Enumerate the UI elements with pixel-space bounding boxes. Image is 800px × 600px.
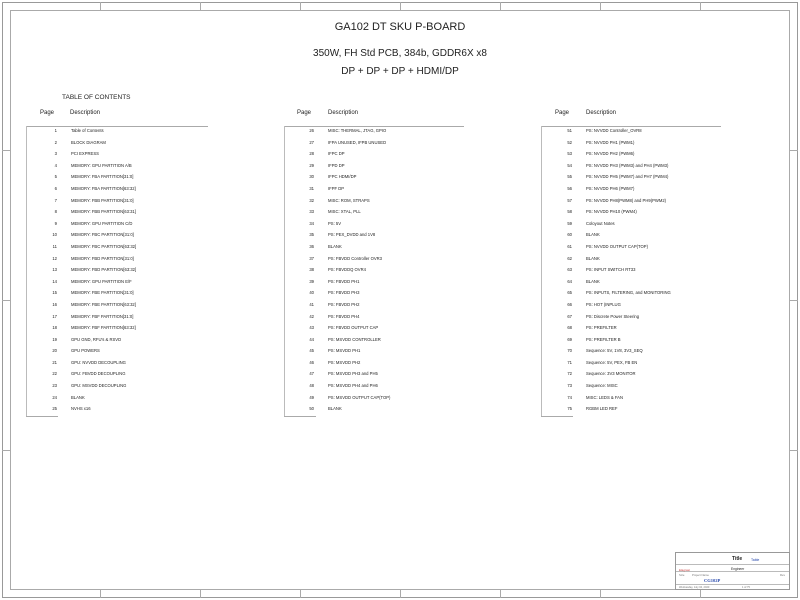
- title-block: [675, 552, 790, 590]
- toc-page-number: 29: [309, 162, 314, 168]
- border-tick: [600, 590, 601, 598]
- toc-page-number: 58: [567, 209, 572, 215]
- toc-description[interactable]: PS: NVVDD PH1 (PWM1): [586, 139, 635, 145]
- toc-page-number: 50: [309, 406, 314, 412]
- border-tick: [2, 150, 10, 151]
- toc-page-number: 32: [309, 197, 314, 203]
- toc-description[interactable]: IFPC HDMI/DP: [328, 174, 357, 180]
- toc-page-number: 5: [54, 174, 57, 180]
- toc-description[interactable]: IFPD DP: [328, 162, 345, 168]
- toc-page-number: 65: [567, 290, 572, 296]
- border-tick: [400, 590, 401, 598]
- toc-page-number: 74: [567, 394, 572, 400]
- col1-bottom-rule: [26, 416, 58, 417]
- border-tick: [400, 2, 401, 10]
- col1-desc-header: Description: [70, 110, 101, 116]
- toc-description[interactable]: IFPC DP: [328, 151, 345, 157]
- toc-description[interactable]: GPU GND, RFU's & RSVD: [71, 336, 122, 342]
- toc-page-number: 42: [309, 313, 314, 319]
- toc-description[interactable]: BLANK: [586, 232, 600, 238]
- col3-top-rule: [541, 126, 721, 127]
- toc-page-number: 75: [567, 406, 572, 412]
- toc-description[interactable]: MEMORY: FBB PARTITION[31:0]: [71, 197, 134, 203]
- board-subtitle: 350W, FH Std PCB, 384b, GDDR6X x8: [313, 48, 487, 59]
- toc-page-number: 37: [309, 255, 314, 261]
- border-tick: [300, 590, 301, 598]
- border-tick: [790, 150, 798, 151]
- toc-description[interactable]: PS: FBVDD Controller OVR3: [328, 255, 382, 261]
- toc-page-number: 12: [52, 255, 57, 261]
- toc-description[interactable]: PS: PREFILTER B: [586, 336, 621, 342]
- toc-page-number: 21: [52, 359, 57, 365]
- col1-left-rule: [26, 126, 27, 416]
- border-tick: [100, 2, 101, 10]
- toc-description[interactable]: PS: FBVDD PH3: [328, 290, 360, 296]
- toc-page-number: 44: [309, 336, 314, 342]
- toc-page-number: 69: [567, 336, 572, 342]
- title-value: Table: [751, 558, 760, 562]
- toc-page-number: 25: [52, 406, 57, 412]
- toc-page-number: 64: [567, 278, 572, 284]
- toc-description[interactable]: MEMORY: FBC PARTITION[31:0]: [71, 232, 134, 238]
- toc-description[interactable]: MEMORY: FBF PARTITION[31:0]: [71, 313, 134, 319]
- toc-page-number: 72: [567, 371, 572, 377]
- toc-page-number: 4: [54, 162, 57, 168]
- toc-description[interactable]: Table of Contents: [71, 128, 104, 133]
- toc-page-number: 63: [567, 267, 572, 273]
- col1-top-rule: [26, 126, 208, 127]
- toc-page-number: 62: [567, 255, 572, 261]
- toc-page-number: 39: [309, 278, 314, 284]
- toc-description[interactable]: PS: FBVDD PH4: [328, 313, 360, 319]
- toc-description[interactable]: GPU POWERS: [71, 348, 100, 354]
- toc-description[interactable]: PS: NVVDD PH8(PWM8) and PH9(PWM2): [586, 197, 667, 203]
- col3-page-header: Page: [555, 110, 570, 116]
- toc-description[interactable]: MEMORY: GPU PARTITION A/B: [71, 162, 132, 168]
- toc-description[interactable]: MISC: LEDS & FAN: [586, 394, 623, 400]
- toc-page-number: 23: [52, 383, 57, 389]
- toc-page-number: 11: [52, 243, 57, 249]
- col2-page-header: Page: [297, 110, 312, 116]
- toc-description[interactable]: PS: FBVDDQ OVR4: [328, 267, 366, 273]
- toc-description[interactable]: GPU: NVVDD DECOUPLING: [71, 359, 126, 365]
- title-label: Title: [732, 556, 743, 562]
- toc-description[interactable]: Sequence: MISC: [586, 383, 618, 389]
- toc-description[interactable]: IFPF DP: [328, 185, 345, 191]
- toc-page-number: 56: [567, 185, 572, 191]
- toc-description[interactable]: MISC: XTAL, PLL: [328, 209, 361, 215]
- toc-page-number: 40: [309, 290, 314, 296]
- toc-description[interactable]: PS: INPUT SWITCH RT33: [586, 267, 636, 273]
- toc-description[interactable]: BLANK: [586, 255, 600, 261]
- title-block-rule: [676, 584, 789, 585]
- toc-description[interactable]: MEMORY: GPU PARTITION E/F: [71, 278, 132, 284]
- toc-page-number: 10: [52, 232, 57, 238]
- col2-top-rule: [284, 126, 464, 127]
- toc-description[interactable]: PS: MSVDD PH1: [328, 348, 361, 354]
- toc-description[interactable]: PS: PEX_DVDD and 1V8: [328, 232, 376, 238]
- toc-description[interactable]: MEMORY: FBF PARTITION[63:32]: [71, 325, 136, 331]
- col1-page-header: Page: [40, 110, 55, 116]
- toc-page-number: 60: [567, 232, 572, 238]
- toc-description[interactable]: PS: MSVDD PH2: [328, 359, 361, 365]
- toc-page-number: 9: [54, 220, 57, 226]
- toc-description[interactable]: PS: FBVDD PH2: [328, 301, 360, 307]
- rev-label: Rev: [780, 573, 785, 577]
- toc-description[interactable]: PS: MSVDD PH4 and PH6: [328, 383, 378, 389]
- toc-page-number: 59: [567, 220, 572, 226]
- title-block-rule: [676, 571, 789, 572]
- toc-page-number: 41: [309, 301, 314, 307]
- toc-description[interactable]: BLANK: [328, 406, 342, 412]
- toc-page-number: 17: [52, 313, 57, 319]
- toc-page-number: 19: [52, 336, 57, 342]
- toc-page-number: 54: [567, 162, 572, 168]
- toc-description[interactable]: PS: MSVDD OUTPUT CAP(TOP): [328, 394, 391, 400]
- toc-description[interactable]: PS: NVVDD PH6 (PWM7): [586, 185, 635, 191]
- toc-page-number: 2: [54, 139, 57, 145]
- toc-description[interactable]: PS: NVVDD PH5 (PWM7) and PH7 (PWM4): [586, 174, 669, 180]
- sheet-value: 1 of 75: [742, 586, 750, 589]
- col2-desc-header: Description: [328, 110, 359, 116]
- toc-page-number: 55: [567, 174, 572, 180]
- toc-description[interactable]: PS: PREFILTER: [586, 325, 617, 331]
- border-tick: [700, 590, 701, 598]
- toc-description[interactable]: MEMORY: FBD PARTITION[31:0]: [71, 255, 134, 261]
- toc-page-number: 6: [54, 185, 57, 191]
- toc-description[interactable]: PS: NVVDD OUTPUT CAP(TOP): [586, 243, 648, 249]
- toc-page-number: 14: [52, 278, 57, 284]
- toc-description[interactable]: MEMORY: GPU PARTITION C/D: [71, 220, 133, 226]
- toc-page-number: 57: [567, 197, 572, 203]
- toc-page-number: 73: [567, 383, 572, 389]
- engineer-label: Engineer: [731, 567, 745, 571]
- toc-description[interactable]: PS: NVVDD Controller_OVR8: [586, 128, 642, 133]
- toc-page-number: 16: [52, 301, 57, 307]
- toc-description[interactable]: GPU: MSVDD DECOUPLING: [71, 383, 127, 389]
- col3-left-rule: [541, 126, 542, 416]
- toc-description[interactable]: BLANK: [71, 394, 85, 400]
- toc-page-number: 71: [567, 359, 572, 365]
- toc-page-number: 34: [309, 220, 314, 226]
- toc-page-number: 3: [54, 151, 57, 157]
- toc-heading: TABLE OF CONTENTS: [62, 94, 131, 101]
- border-tick: [300, 2, 301, 10]
- toc-page-number: 7: [54, 197, 57, 203]
- toc-description[interactable]: PS: MSVDD PH3 and PH5: [328, 371, 378, 377]
- department-label: Elagrast: [679, 567, 691, 572]
- toc-description[interactable]: Coloyout Notes: [586, 220, 615, 226]
- toc-description[interactable]: RGBM LED REF: [586, 406, 618, 412]
- toc-page-number: 48: [309, 383, 314, 389]
- toc-page-number: 36: [309, 243, 314, 249]
- toc-page-number: 15: [52, 290, 57, 296]
- toc-page-number: 70: [567, 348, 572, 354]
- board-outputs: DP + DP + DP + HDMI/DP: [341, 66, 459, 77]
- toc-description[interactable]: PS: Discrete Power Steering: [586, 313, 640, 319]
- toc-description[interactable]: MEMORY: FBA PARTITION[63:32]: [71, 185, 136, 191]
- toc-page-number: 38: [309, 267, 314, 273]
- toc-description[interactable]: BLANK: [328, 243, 342, 249]
- toc-page-number: 27: [309, 139, 314, 145]
- toc-page-number: 28: [309, 151, 314, 157]
- toc-page-number: 53: [567, 151, 572, 157]
- toc-description[interactable]: PS: FBVDD OUTPUT CAP: [328, 325, 379, 331]
- toc-page-number: 33: [309, 209, 314, 215]
- border-tick: [2, 450, 10, 451]
- border-tick: [700, 2, 701, 10]
- board-title: GA102 DT SKU P-BOARD: [334, 21, 466, 33]
- toc-description[interactable]: MEMORY: FBE PARTITION[31:0]: [71, 290, 134, 296]
- project-name-label: Project Name: [692, 573, 709, 577]
- toc-description[interactable]: Sequence: 3V3 MONITOR: [586, 371, 636, 377]
- toc-description[interactable]: NVHS x16: [71, 406, 91, 412]
- border-tick: [790, 300, 798, 301]
- border-tick: [600, 2, 601, 10]
- toc-description[interactable]: PS: NVVDD PH3 (PWM3) and PH4 (PWM3): [586, 162, 669, 168]
- project-name-value: CG102P: [704, 578, 721, 583]
- border-tick: [500, 590, 501, 598]
- toc-description[interactable]: PS: NVVDD PH2 (PWM6): [586, 151, 635, 157]
- toc-page-number: 22: [52, 371, 57, 377]
- toc-page-number: 13: [52, 267, 57, 273]
- toc-description[interactable]: MEMORY: FBC PARTITION[63:32]: [71, 243, 137, 249]
- toc-description[interactable]: MEMORY: FBA PARTITION[31:0]: [71, 174, 134, 180]
- toc-page-number: 68: [567, 325, 572, 331]
- toc-description[interactable]: GPU: FBVDD DECOUPLING: [71, 371, 126, 377]
- toc-description[interactable]: MEMORY: FBB PARTITION[63:31]: [71, 209, 136, 215]
- toc-page-number: 49: [309, 394, 314, 400]
- toc-page-number: 51: [567, 128, 572, 133]
- toc-page-number: 61: [567, 243, 572, 249]
- toc-description[interactable]: PS: NVVDD PH10 (PWM4): [586, 209, 637, 215]
- toc-description[interactable]: MEMORY: FBD PARTITION[63:32]: [71, 267, 137, 273]
- border-tick: [200, 2, 201, 10]
- toc-description[interactable]: PS: INPUTS, FILTERING, and MONITORING: [586, 290, 671, 296]
- toc-description[interactable]: IFPA UNUSED, IFPB UNUSED: [328, 139, 387, 145]
- border-tick: [790, 450, 798, 451]
- toc-page-number: 31: [309, 185, 314, 191]
- toc-description[interactable]: MISC: THERMAL, JTAG, GPIO: [328, 128, 387, 133]
- toc-description[interactable]: MEMORY: FBE PARTITION[63:32]: [71, 301, 136, 307]
- toc-page-number: 8: [54, 209, 57, 215]
- toc-page-number: 45: [309, 348, 314, 354]
- toc-description[interactable]: PCI EXPRESS: [71, 151, 99, 157]
- toc-description[interactable]: PS: HOT (INPLUG: [586, 301, 621, 307]
- toc-page-number: 24: [52, 394, 57, 400]
- border-tick: [500, 2, 501, 10]
- toc-description[interactable]: MISC: ROM, STRAPS: [328, 197, 370, 203]
- toc-page-number: 30: [309, 174, 314, 180]
- title-block-rule: [676, 564, 789, 565]
- size-label: Size: [679, 573, 685, 577]
- col3-bottom-rule: [541, 416, 573, 417]
- col2-left-rule: [284, 126, 285, 416]
- toc-page-number: 46: [309, 359, 314, 365]
- toc-page-number: 47: [309, 371, 314, 377]
- toc-description[interactable]: PS: 5V: [328, 220, 342, 226]
- toc-description[interactable]: PS: MSVDD CONTROLLER: [328, 336, 381, 342]
- toc-description[interactable]: BLOCK DIAGRAM: [71, 139, 106, 145]
- toc-description[interactable]: Sequence: 5V, PEX, FB EN: [586, 359, 638, 365]
- toc-description[interactable]: Sequence: 5V, 1V8, 3V3_SEQ: [586, 348, 643, 354]
- toc-description[interactable]: BLANK: [586, 278, 600, 284]
- col2-bottom-rule: [284, 416, 316, 417]
- toc-page-number: 1: [54, 128, 57, 133]
- toc-page-number: 20: [52, 348, 57, 354]
- toc-description[interactable]: PS: FBVDD PH1: [328, 278, 360, 284]
- toc-page-number: 18: [52, 325, 57, 331]
- border-tick: [2, 300, 10, 301]
- toc-page-number: 35: [309, 232, 314, 238]
- col3-desc-header: Description: [586, 110, 617, 116]
- border-tick: [100, 590, 101, 598]
- border-tick: [200, 590, 201, 598]
- toc-page-number: 43: [309, 325, 314, 331]
- toc-page-number: 67: [567, 313, 572, 319]
- toc-page-number: 66: [567, 301, 572, 307]
- toc-page-number: 26: [309, 128, 314, 133]
- toc-page-number: 52: [567, 139, 572, 145]
- date-value: Wednesday, July 04, 2020: [679, 586, 710, 589]
